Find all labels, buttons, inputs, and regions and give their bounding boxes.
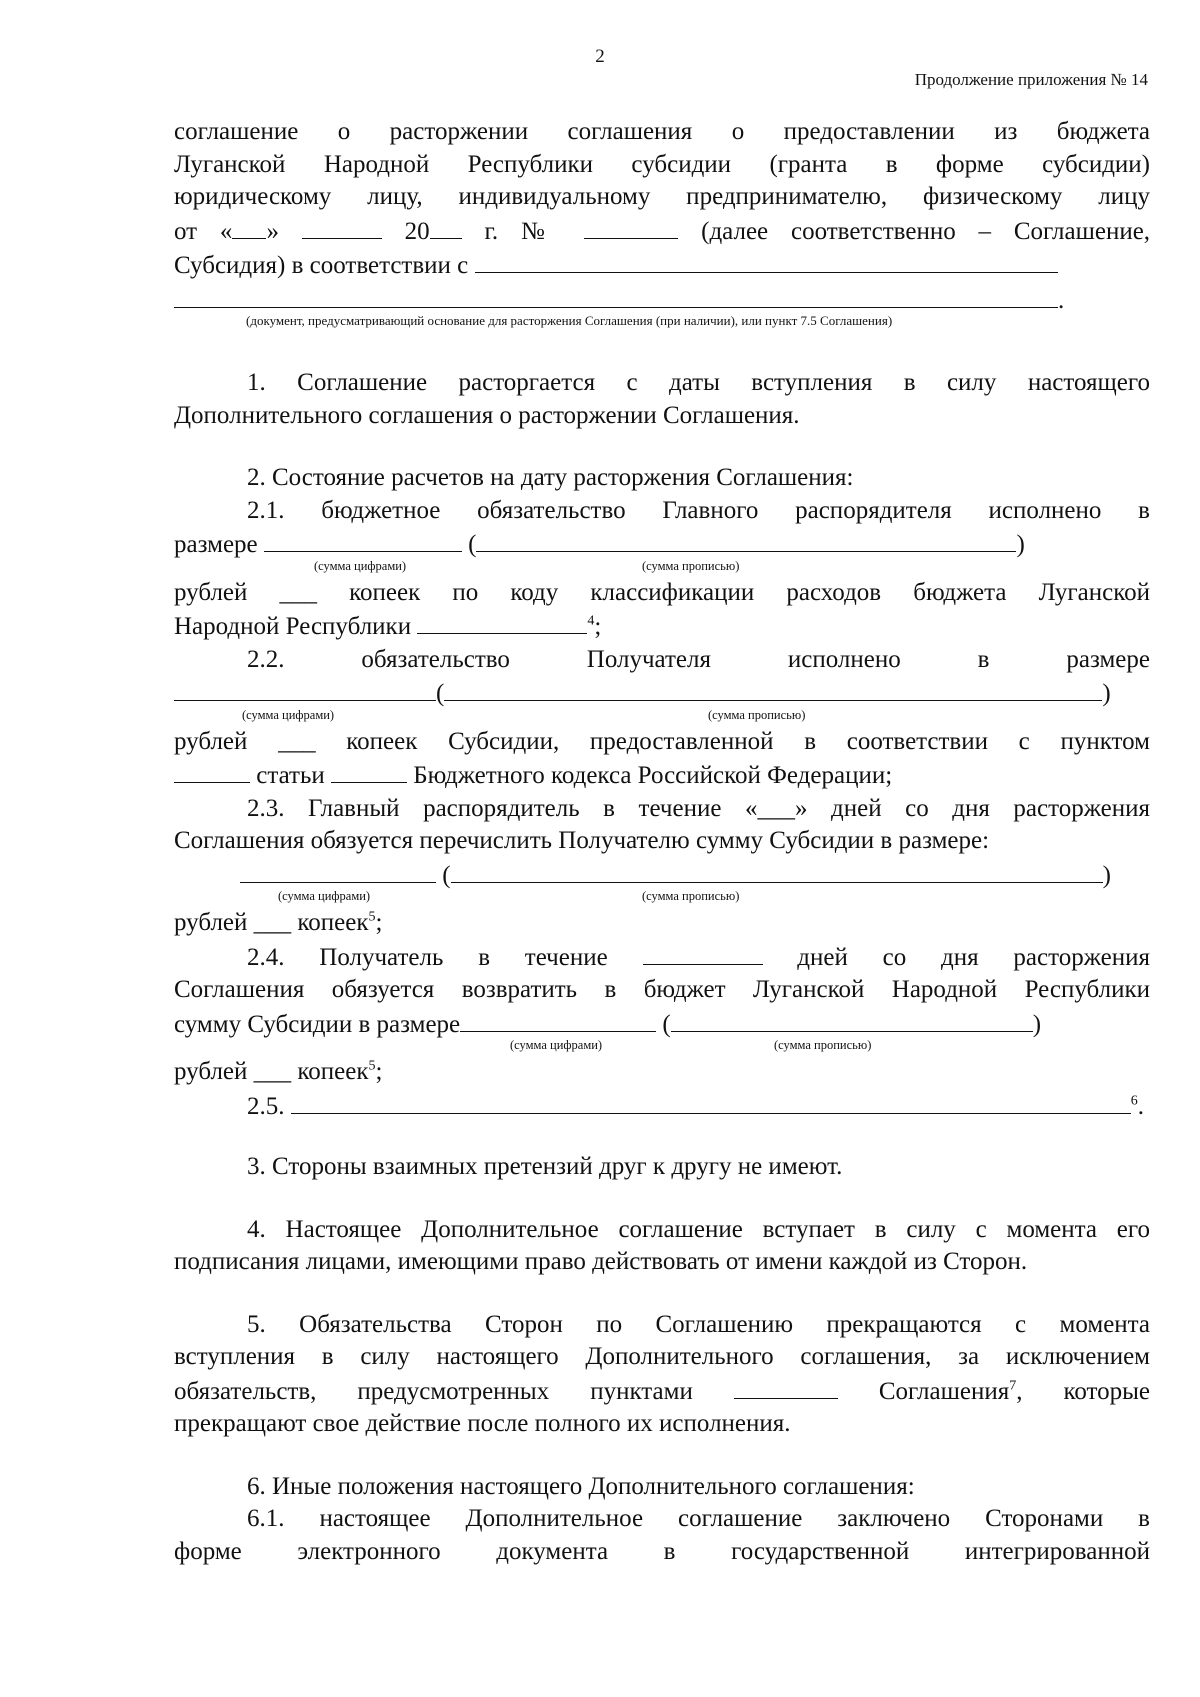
p22-line-3: рублей ___ копеек Субсидии, предоставленной в соответствии с пунктом <box>174 727 1150 755</box>
intro-line-2: Луганской Народной Республики субсидии (гранта в форме субсидии) <box>174 150 1150 178</box>
p5-line-3-b <box>879 1378 1150 1405</box>
p24-captions <box>174 1038 1150 1056</box>
month-blank <box>302 214 382 239</box>
footnote-6: 6 <box>1130 1093 1138 1109</box>
intro-line-3: юридическому лицу, индивидуальному предпринимателю, физическому лицу <box>174 183 1150 210</box>
p25-label: 2.5. <box>247 1092 285 1120</box>
p22-line-4 <box>174 758 1150 793</box>
p5-agreement-word: Соглашения <box>878 1377 1010 1405</box>
p23-cap-words: (сумма прописью) <box>642 889 740 903</box>
p1-line-2: Дополнительного соглашения о расторжении Соглашения. <box>174 401 800 429</box>
p24-line-1-b: дней со дня расторжения <box>797 943 1150 971</box>
p5-line-1: 5. Обязательства Сторон по Соглашению прекращаются с момента <box>247 1310 1150 1338</box>
p23-line-4: рублей ___ копеек$^5$; <box>174 909 383 936</box>
p21-captions <box>174 558 1150 577</box>
day-blank <box>232 214 266 239</box>
p21-size-label: размере <box>174 531 258 558</box>
p23-line-2: Соглашения обязуется перечислить Получателю сумму Субсидии в размере: <box>174 827 990 854</box>
p23-line-3: ( ) <box>174 858 1150 893</box>
p24-line-3-text: сумму Субсидии в размере <box>174 1010 461 1038</box>
p24-line-4: рублей ___ копеек$^5$; <box>174 1058 383 1085</box>
p21-line-4: Народной Республики $^4$; <box>174 609 1150 644</box>
p24-line-1-a: 2.4. Получатель в течение <box>247 943 608 971</box>
p25-line: 2.5. $^6$. <box>174 1089 1150 1124</box>
p23-captions <box>174 889 1150 907</box>
intro-caption <box>174 313 1150 339</box>
p22-cap-words: (сумма прописью) <box>708 707 806 722</box>
p21-cap-words: (сумма прописью) <box>642 558 740 573</box>
p22-line-2: ( ) <box>174 676 1150 711</box>
p23-line-4-text: рублей ___ копеек <box>174 909 369 936</box>
p24-line-1 <box>174 940 1150 975</box>
footnote-7: 7 <box>1009 1378 1017 1394</box>
p22-line-1: 2.2. обязательство Получателя исполнено в размере <box>247 645 1150 673</box>
intro-line-5-text: Субсидия) в соответствии с <box>174 252 469 279</box>
p24-cap-digits: (сумма цифрами) <box>510 1038 603 1052</box>
p1-line-1: 1. Соглашение расторгается с даты вступления в силу настоящего <box>247 369 1150 396</box>
p23-line-1: 2.3. Главный распорядитель в течение «___» дней со дня расторжения <box>247 794 1150 822</box>
p24-line-2: Соглашения обязуется возвратить в бюджет Луганской Народной Республики <box>174 976 1150 1003</box>
intro-line-1: соглашение о расторжении соглашения о предоставлении из бюджета <box>174 118 1150 145</box>
p5-line-3 <box>174 1374 1150 1409</box>
p21-line-2: размере ( ) <box>174 527 1150 562</box>
p23-words-blank <box>451 858 1103 883</box>
document-body <box>174 116 1150 1568</box>
p21-line-4-text: Народной Республики <box>174 613 412 640</box>
footnote-5b: 5 <box>368 1058 376 1074</box>
p5-line-3-a: обязательств, предусмотренных пунктами <box>174 1377 693 1405</box>
p61-line-2: форме электронного документа в государственной интегрированной <box>174 1537 1150 1565</box>
p24-words-blank <box>671 1007 1033 1032</box>
p22-line-4-tail: Бюджетного кодекса Российской Федерации; <box>413 762 893 789</box>
p22-digits-blank <box>174 676 436 701</box>
p24-line-3: сумму Субсидии в размере ( ) <box>174 1007 1150 1042</box>
p22-cap-digits: (сумма цифрами) <box>242 707 335 722</box>
intro-year-prefix: 20 <box>404 217 430 245</box>
p6-heading: 6. Иные положения настоящего Дополнительного соглашения: <box>247 1472 915 1500</box>
p24-digits-blank <box>460 1007 656 1032</box>
intro-line-4-tail: (далее соответственно – Соглашение, <box>701 217 1150 245</box>
basis-blank-1 <box>475 248 1058 273</box>
p21-digits-blank <box>264 527 462 552</box>
p22-article-label: статьи <box>256 762 325 789</box>
year-blank <box>430 214 462 239</box>
p5-line-2: вступления в силу настоящего Дополнительного соглашения, за исключением <box>174 1343 1150 1370</box>
intro-date-prefix: от « <box>174 217 233 245</box>
intro-line-6: . <box>174 283 1150 318</box>
intro-date-quote: » <box>266 217 279 245</box>
p4-line-2: подписания лицами, имеющими право действовать от имени каждой из Сторон. <box>174 1248 1028 1275</box>
p24-days-blank <box>643 940 763 965</box>
footnote-4: 4 <box>587 613 595 629</box>
p21-words-blank <box>476 527 1016 552</box>
p24-line-4-text: рублей ___ копеек <box>174 1058 369 1085</box>
p21-code-blank <box>417 609 587 634</box>
p21-cap-digits: (сумма цифрами) <box>314 558 407 573</box>
p21-line-3: рублей ___ копеек по коду классификации расходов бюджета Луганской <box>174 578 1150 606</box>
p21-line-1: 2.1. бюджетное обязательство Главного распорядителя исполнено в <box>247 496 1150 524</box>
p23-digits-blank <box>240 858 436 883</box>
number-blank <box>584 214 678 239</box>
p5-line-4: прекращают свое действие после полного их исполнения. <box>174 1410 791 1437</box>
p4-line-1: 4. Настоящее Дополнительное соглашение вступает в силу с момента его <box>247 1215 1150 1243</box>
intro-line-5 <box>174 248 1150 283</box>
p22-point-blank <box>174 758 250 783</box>
p5-points-blank <box>734 1374 838 1399</box>
header-note: Продолжение приложения № 14 <box>914 70 1148 89</box>
p3-text: 3. Стороны взаимных претензий друг к другу не имеют. <box>247 1153 843 1180</box>
p2-heading: 2. Состояние расчетов на дату расторжения Соглашения: <box>247 464 854 491</box>
page-number: 2 <box>595 46 605 67</box>
p23-cap-digits: (сумма цифрами) <box>278 889 371 903</box>
basis-caption: (документ, предусматривающий основание для расторжения Соглашения (при наличии), или пункт 7.5 Соглашения) <box>246 313 893 328</box>
intro-line-4 <box>174 214 1150 249</box>
p22-words-blank <box>444 676 1102 701</box>
p22-captions <box>174 707 1150 726</box>
basis-blank-2 <box>174 283 1058 308</box>
footnote-5: 5 <box>368 909 376 925</box>
p25-blank <box>291 1089 1131 1114</box>
p22-article-blank <box>331 758 407 783</box>
intro-number-label: г. № <box>484 217 562 245</box>
p24-cap-words: (сумма прописью) <box>774 1038 872 1052</box>
p5-line-3-c: , которые <box>1016 1377 1150 1405</box>
p61-line-1: 6.1. настоящее Дополнительное соглашение заключено Сторонами в <box>247 1505 1150 1532</box>
